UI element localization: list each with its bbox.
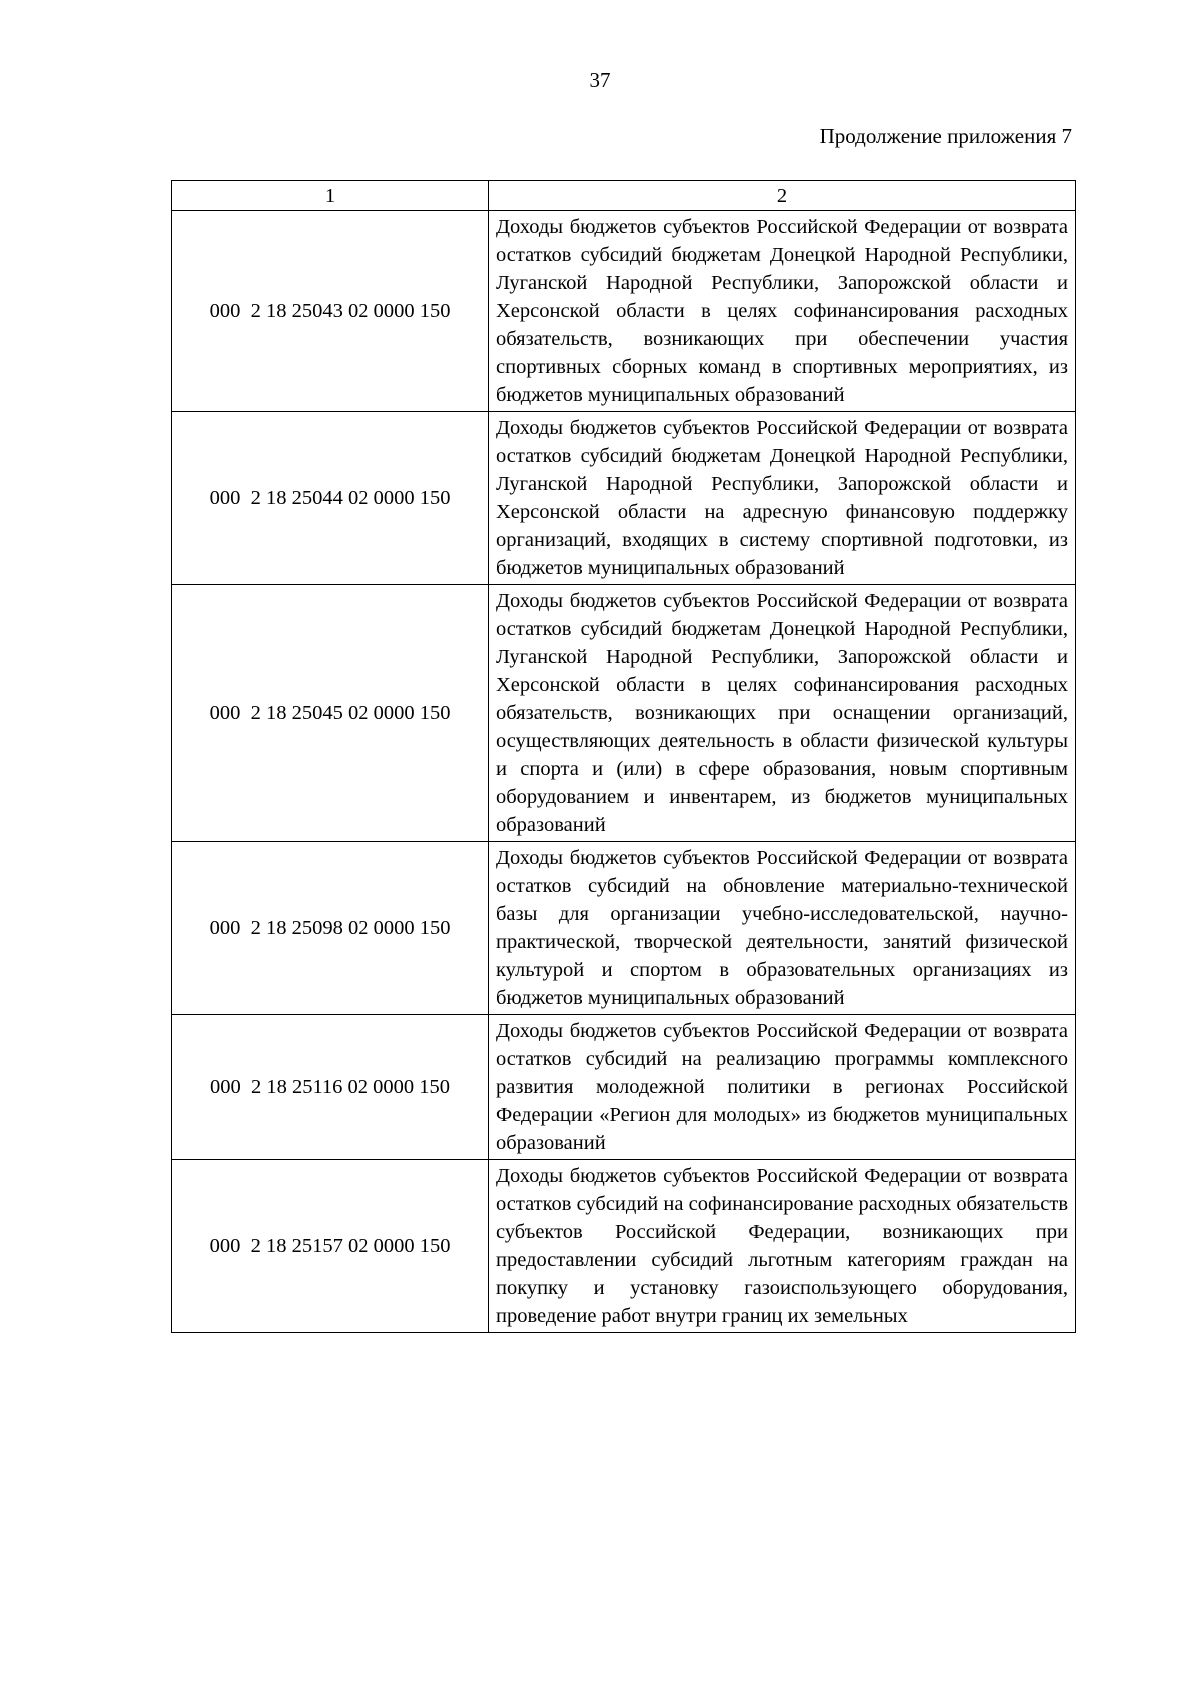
budget-code-cell: 000 2 18 25045 02 0000 150 bbox=[172, 585, 489, 842]
page-number: 37 bbox=[589, 68, 611, 92]
description-cell bbox=[489, 412, 1076, 585]
budget-code-cell: 000 2 18 25116 02 0000 150 bbox=[172, 1015, 489, 1160]
description-cell bbox=[489, 1015, 1076, 1160]
budget-code-cell: 000 2 18 25098 02 0000 150 bbox=[172, 842, 489, 1015]
column-header-description: 2 bbox=[489, 181, 1076, 211]
column-header-code: 1 bbox=[172, 181, 489, 211]
description-cell bbox=[489, 211, 1076, 412]
table-row bbox=[172, 211, 1076, 412]
budget-codes-table bbox=[171, 180, 1076, 1333]
description-text: Доходы бюджетов субъектов Российской Федерации от возврата остатков субсидий бюджетам Донецкой Народной Республики, Луганской Народной Республики, Запорожской области и Херсонской области в целях софинансирования расходных обязательств, возникающих при обеспечении участия спортивных сборных команд в спортивных мероприятиях, из бюджетов муниципальных образований bbox=[496, 216, 1068, 406]
description-cell bbox=[489, 842, 1076, 1015]
table-row bbox=[172, 842, 1076, 1015]
description-text: Доходы бюджетов субъектов Российской Федерации от возврата остатков субсидий на обновление материально-технической базы для организации учебно-исследовательской, научно-практической, творческой деятельности, занятий физической культурой и спортом в образовательных организациях из бюджетов муниципальных образований bbox=[496, 847, 1068, 1009]
table-header-row bbox=[172, 181, 1076, 211]
budget-code-cell: 000 2 18 25157 02 0000 150 bbox=[172, 1160, 489, 1333]
budget-code-cell: 000 2 18 25044 02 0000 150 bbox=[172, 412, 489, 585]
appendix-continuation-label: Продолжение приложения 7 bbox=[819, 124, 1072, 148]
description-cell bbox=[489, 585, 1076, 842]
table-row bbox=[172, 1015, 1076, 1160]
table-row bbox=[172, 1160, 1076, 1333]
description-text: Доходы бюджетов субъектов Российской Федерации от возврата остатков субсидий на реализацию программы комплексного развития молодежной политики в регионах Российской Федерации «Регион для молодых» из бюджетов муниципальных образований bbox=[496, 1020, 1068, 1154]
description-text: Доходы бюджетов субъектов Российской Федерации от возврата остатков субсидий бюджетам Донецкой Народной Республики, Луганской Народной Республики, Запорожской области и Херсонской области на адресную финансовую поддержку организаций, входящих в систему спортивной подготовки, из бюджетов муниципальных образований bbox=[496, 417, 1068, 579]
description-text: Доходы бюджетов субъектов Российской Федерации от возврата остатков субсидий бюджетам Донецкой Народной Республики, Луганской Народной Республики, Запорожской области и Херсонской области в целях софинансирования расходных обязательств, возникающих при оснащении организаций, осуществляющих деятельность в области физической культуры и спорта и (или) в сфере образования, новым спортивным оборудованием и инвентарем, из бюджетов муниципальных образований bbox=[496, 590, 1068, 836]
table-row bbox=[172, 585, 1076, 842]
description-cell bbox=[489, 1160, 1076, 1333]
description-text: Доходы бюджетов субъектов Российской Федерации от возврата остатков субсидий на софинансирование расходных обязательств субъектов Российской Федерации, возникающих при предоставлении субсидий льготным категориям граждан на покупку и установку газоиспользующего оборудования, проведение работ внутри границ их земельных bbox=[496, 1165, 1068, 1327]
budget-code-cell: 000 2 18 25043 02 0000 150 bbox=[172, 211, 489, 412]
table-row bbox=[172, 412, 1076, 585]
